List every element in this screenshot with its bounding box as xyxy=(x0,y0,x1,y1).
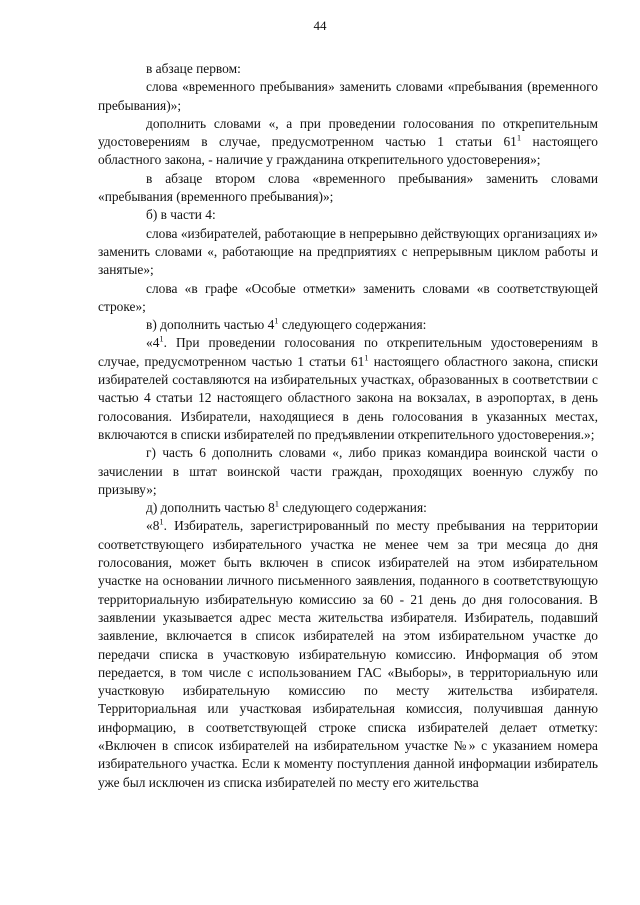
text-run: б) в части 4: xyxy=(146,207,216,223)
text-run: следующего содержания: xyxy=(279,500,427,516)
superscript: 1 xyxy=(364,352,369,363)
text-run: следующего содержания: xyxy=(278,317,427,333)
paragraph-2 xyxy=(98,78,598,115)
text-run: слова «в графе «Особые отметки» заменить словами «в соответствующей строке»; xyxy=(98,280,598,314)
text-run: слова «избирателей, работающие в непрерывно действующих организациях и» заменить словами «, работающие на предприятиях с непрерывным циклом работы и занятые»; xyxy=(98,225,598,278)
paragraph-11 xyxy=(98,499,598,517)
text-run: в абзаце втором слова «временного пребывания» заменить словами «пребывания (временного пребывания)»; xyxy=(98,170,598,205)
superscript: 1 xyxy=(159,516,164,527)
text-run: в абзаце первом: xyxy=(146,61,241,76)
paragraph-6 xyxy=(98,225,598,280)
superscript: 1 xyxy=(274,498,280,509)
paragraph-7 xyxy=(98,280,598,317)
text-run: г) часть 6 дополнить словами «, либо приказ командира воинской части о зачислении в штат воинской части граждан, проходящих военную службу по призыву»; xyxy=(98,445,598,497)
paragraph-1 xyxy=(98,60,598,78)
text-run: «8 xyxy=(146,518,160,534)
paragraph-12 xyxy=(98,517,598,791)
page-number: 44 xyxy=(313,18,327,33)
text-run: настоящего областного закона, списки избирателей составляются на избирательных участках, образованных в соответствии с частью 4 статьи 12 настоящего областного закона на вокзалах, в аэропортах, в день голосования. Избиратели, находящиеся в день голосования в указанных местах, включаются в списки избирателей по предъявлении открепительного удостоверения.»; xyxy=(98,353,598,442)
paragraph-4 xyxy=(98,170,598,207)
text-run: . При проведении голосования по открепительным удостоверениям в случае, предусмотренном частью 1 статьи 61 xyxy=(98,335,598,369)
superscript: 1 xyxy=(274,315,279,326)
text-run: настоящего областного закона, - наличие у гражданина открепительного удостоверения»; xyxy=(98,134,598,168)
text-run: «4 xyxy=(146,335,160,351)
document-body xyxy=(98,60,598,792)
text-run: . Избиратель, зарегистрированный по месту пребывания на территории соответствующего избирательного участка не менее чем за три месяца до дня голосования, может быть включен в список избирателей на этом избирательном участке на основании личного письменного заявления, поданного в соответствующую территориальную избирательную комиссию за 60 - 21 день до дня голосования. В заявлении указывается адрес места жительства избирателя. Избиратель, подавший заявление, включается в список избирателей на этом избирательном участке до передачи списка в участковую избирательную комиссию. Информация об этом передается, в том числе с использованием ГАС «Выборы», в территориальную или участковую избирательную комиссию по месту жительства избирателя. Территориальная или участковая избирательная комиссия, получившая данную информацию, в соответствующей строке списка избирателей делает отметку: «Включен в список избирателей на избирательном участке №» с указанием номера избирательного участка. Если к моменту поступления данной информации избиратель уже был исключен из списка избирателей по месту его жительства xyxy=(98,518,598,790)
text-run: д) дополнить частью 8 xyxy=(146,500,275,516)
text-run: дополнить словами «, а при проведении голосования по открепительным удостоверениям в случае, предусмотренном частью 1 статьи 61 xyxy=(98,115,598,150)
paragraph-10 xyxy=(98,444,598,499)
text-run: в) дополнить частью 4 xyxy=(146,317,275,333)
superscript: 1 xyxy=(159,333,164,344)
paragraph-5 xyxy=(98,206,598,224)
paragraph-8 xyxy=(98,316,598,334)
superscript: 1 xyxy=(516,132,522,143)
paragraph-9 xyxy=(98,334,598,444)
text-run: слова «временного пребывания» заменить словами «пребывания (временного пребывания)»; xyxy=(98,79,598,113)
paragraph-3 xyxy=(98,115,598,170)
